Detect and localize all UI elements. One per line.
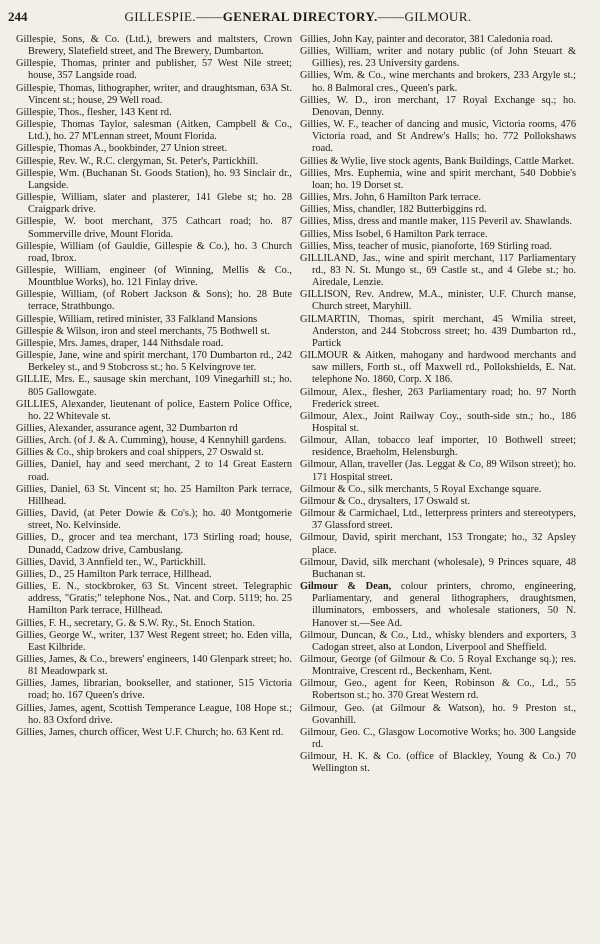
directory-entry: [16, 654, 292, 678]
directory-entry: [16, 399, 292, 423]
entry-text: Gillespie, William, (of Robert Jackson & Sons); ho. 28 Bute terrace, Strathbungo.: [16, 289, 292, 313]
directory-entry: [300, 95, 576, 119]
entry-text: Gillespie, Sons, & Co. (Ltd.), brewers and maltsters, Crown Brewery, Slatefield street, and The Brewery, Dumbarton.: [16, 34, 292, 58]
directory-entry: [300, 751, 576, 775]
directory-entry: [16, 423, 292, 435]
entry-text: Gillies & Wylie, live stock agents, Bank Buildings, Cattle Market.: [300, 155, 575, 167]
entry-text: Gillespie, Thomas Taylor, salesman (Aitken, Campbell & Co., Ltd.), ho. 27 M'Lennan street, Mount Florida.: [16, 119, 292, 143]
entry-text: Gillies, David, 3 Annfield ter., W., Partickhill.: [16, 556, 206, 568]
entry-text: Gilmour & Carmichael, Ltd., letterpress printers and stereotypers, 37 Glassford street.: [300, 508, 576, 532]
entry-text: Gillies, James, & Co., brewers' engineers, 140 Glenpark street; ho. 81 Meadowpark st.: [16, 653, 292, 678]
entry-text: Gilmour & Co., drysalters, 17 Oswald st.: [300, 495, 471, 507]
directory-entry: [300, 532, 576, 556]
entry-text: GILMOUR & Aitken, mahogany and hardwood merchants and saw millers, Forth st., off Maxwell rd., Pollokshields, E. Nat. telephone No. 1860, Corp. X 186.: [300, 350, 576, 386]
directory-entry: [16, 703, 292, 727]
entry-text: Gillies, George W., writer, 137 West Regent street; ho. Eden villa, East Kilbride.: [16, 629, 292, 653]
page-number: 244: [8, 9, 28, 24]
directory-entry: [16, 508, 292, 532]
directory-entry: [300, 630, 576, 654]
entry-text: Gillespie, Thomas, printer and publisher, 57 West Nile street; house, 357 Langside road.: [16, 58, 292, 82]
directory-entry: [16, 484, 292, 508]
directory-entry: [300, 241, 576, 253]
entry-text: Gillies, F. H., secretary, G. & S.W. Ry., St. Enoch Station.: [16, 617, 255, 629]
entry-text: Gillies, Wm. & Co., wine merchants and brokers, 233 Argyle st.; ho. 8 Balmoral cres., Queen's park.: [300, 70, 576, 94]
entry-text: Gillies, Daniel, 63 St. Vincent st; ho. 25 Hamilton Park terrace, Hillhead.: [16, 483, 292, 507]
entry-text: Gillies, David, (at Peter Dowie & Co's.); ho. 40 Montgomerie street, No. Kelvinside.: [16, 508, 292, 532]
entry-text: Gillies & Co., ship brokers and coal shippers, 27 Oswald st.: [16, 447, 264, 459]
entry-text: Gilmour, David, spirit merchant, 153 Trongate; ho., 32 Apsley place.: [300, 532, 576, 556]
directory-entry: [300, 70, 576, 94]
directory-entry: [300, 484, 576, 496]
directory-entry: [300, 216, 576, 228]
directory-entry: [16, 265, 292, 289]
entry-text: Gillespie, Thomas, lithographer, writer, and draughtsman, 63A St. Vincent st.; house, 29 Well road.: [16, 82, 292, 106]
directory-entry: [300, 557, 576, 581]
entry-text: Gillies, John Kay, painter and decorator, 381 Caledonia road.: [300, 34, 553, 45]
directory-entry: [16, 618, 292, 630]
entry-text: Gilmour, Duncan, & Co., Ltd., whisky blenders and exporters, 3 Cadogan street, also at London, Liverpool and Sheffield.: [300, 629, 576, 653]
running-head: GILLESPIE.——GENERAL DIRECTORY.——GILMOUR.: [124, 9, 472, 24]
directory-entry: [300, 46, 576, 70]
directory-entry: [300, 289, 576, 313]
entry-text: Gillies, Miss Isobel, 6 Hamilton Park terrace.: [300, 228, 488, 240]
directory-entry: [300, 581, 576, 630]
entry-text: Gillespie, Thos., flesher, 143 Kent rd.: [16, 106, 172, 118]
entry-text: Gillespie, Thomas A., bookbinder, 27 Union street.: [16, 143, 228, 155]
entry-text: colour printers, chromo, engineering, Parliamentary, and general lithographers, draughtsmen, illuminators, embossers, and wholesale stationers, 50 N. Hanover st.—See Ad.: [312, 581, 576, 629]
entry-text: Gillies, Arch. (of J. & A. Cumming), house, 4 Kennyhill gardens.: [16, 435, 287, 447]
directory-entry: [16, 569, 292, 581]
entry-text: Gillespie, Mrs. James, draper, 144 Nithsdale road.: [16, 337, 224, 349]
directory-entry: [16, 289, 292, 313]
directory-entry: [300, 387, 576, 411]
directory-entry: [300, 678, 576, 702]
directory-entry: [16, 459, 292, 483]
entry-text: Gillies, Alexander, assurance agent, 32 Dumbarton rd: [16, 423, 238, 434]
entry-text: Gilmour, Alex., Joint Railway Coy., south-side stn.; ho., 186 Hospital st.: [300, 410, 576, 434]
directory-entry: [300, 703, 576, 727]
entry-text: Gillespie, William (of Gauldie, Gillespie & Co.), ho. 3 Church road, Ibrox.: [16, 240, 292, 264]
directory-entry: [300, 459, 576, 483]
entry-text: Gilmour & Co., silk merchants, 5 Royal Exchange square.: [300, 483, 542, 495]
entry-text: Gilmour, Geo., agent for Keen, Robinson & Co., Ld., 55 Robertson st.; ho. 370 Great Western rd.: [300, 678, 576, 702]
page-header: [8, 8, 588, 26]
entry-text: Gillies, D., 25 Hamilton Park terrace, Hillhead.: [16, 568, 212, 580]
entry-text: Gillies, James, librarian, bookseller, and stationer, 515 Victoria road; ho. 167 Queen's drive.: [16, 678, 292, 702]
entry-text: GILLISON, Rev. Andrew, M.A., minister, U.F. Church manse, Church street, Maryhill.: [300, 289, 576, 313]
directory-columns: [0, 34, 600, 942]
directory-entry: [300, 508, 576, 532]
entry-text: Gillies, W. F., teacher of dancing and music, Victoria rooms, 476 Victoria road, and St Andrew's Halls; ho. 772 Pollokshaws road.: [300, 119, 576, 155]
directory-entry: [300, 204, 576, 216]
entry-text: Gilmour, Allan, traveller (Jas. Leggat & Co, 89 Wilson street); ho. 171 Hospital street.: [300, 459, 576, 483]
entry-text: Gillespie, William, slater and plasterer, 141 Glebe st; ho. 28 Craigpark drive.: [16, 192, 292, 216]
directory-entry: [300, 229, 576, 241]
entry-text: Gillies, William, writer and notary public (of John Steuart & Gillies), res. 23 University gardens.: [300, 46, 576, 70]
entry-text: Gilmour, George (of Gilmour & Co. 5 Royal Exchange sq.); res. Montraive, Crescent rd., Beckenham, Kent.: [300, 653, 576, 678]
directory-entry: [300, 192, 576, 204]
directory-entry: [16, 532, 292, 556]
directory-entry: [300, 253, 576, 289]
entry-text: GILLILAND, Jas., wine and spirit merchant, 117 Parliamentary rd., 83 N. St. Mungo st., 69 Castle st., and 4 Glebe st.; ho. Airedale, Lenzie.: [300, 252, 576, 289]
directory-entry: [300, 119, 576, 155]
entry-bold-name: Gilmour & Dean,: [300, 581, 392, 593]
directory-entry: [300, 168, 576, 192]
entry-text: GILLIES, Alexander, lieutenant of police, Eastern Police Office, ho. 22 Whitevale st.: [16, 398, 292, 422]
entry-text: Gillies, James, agent, Scottish Temperance League, 108 Hope st.; ho. 83 Oxford drive.: [16, 702, 292, 726]
directory-entry: [16, 143, 292, 155]
entry-text: Gillespie, Jane, wine and spirit merchant, 170 Dumbarton rd., 242 Berkeley st., and 9 Stobcross st.; ho. 5 Kelvingrove ter.: [16, 350, 292, 374]
directory-entry: [16, 374, 292, 398]
entry-text: Gillies, D., grocer and tea merchant, 173 Stirling road; house, Dunadd, Cadzow drive, Cambuslang.: [16, 532, 292, 556]
directory-entry: [16, 216, 292, 240]
entry-text: Gillies, James, church officer, West U.F. Church; ho. 63 Kent rd.: [16, 726, 284, 738]
directory-entry: [16, 435, 292, 447]
running-head-left: GILLESPIE.: [124, 9, 196, 24]
entry-text: Gillespie, William, retired minister, 33 Falkland Mansions: [16, 313, 258, 325]
running-head-center: GENERAL DIRECTORY.: [222, 9, 378, 24]
directory-entry: [16, 241, 292, 265]
directory-entry: [16, 557, 292, 569]
directory-entry: [16, 350, 292, 374]
directory-entry: [16, 156, 292, 168]
entry-text: Gilmour, H. K. & Co. (office of Blackley, Young & Co.) 70 Wellington st.: [300, 751, 576, 775]
directory-entry: [16, 447, 292, 459]
directory-entry: [300, 496, 576, 508]
right-column: [300, 34, 576, 776]
entry-text: Gilmour, Alex., flesher, 263 Parliamentary road; ho. 97 North Frederick street.: [300, 386, 576, 410]
entry-text: Gilmour, David, silk merchant (wholesale), 9 Princes square, 48 Buchanan st.: [300, 556, 576, 580]
directory-entry: [300, 654, 576, 678]
directory-entry: [16, 83, 292, 107]
running-head-right: GILMOUR.: [404, 9, 472, 24]
directory-entry: [16, 678, 292, 702]
entry-text: Gilmour, Allan, tobacco leaf importer, 10 Bothwell street; residence, Braeholm, Helensburgh.: [300, 435, 576, 459]
entry-text: Gillies, E. N., stockbroker, 63 St. Vincent street. Telegraphic address, "Gratis;" telephone Nos., Nat. and Corp. 5119; ho. 25 Hamilton Park terrace, Hillhead.: [16, 581, 292, 617]
directory-entry: [16, 168, 292, 192]
directory-entry: [300, 350, 576, 386]
directory-entry: [16, 107, 292, 119]
entry-text: GILLIE, Mrs. E., sausage skin merchant, 109 Vinegarhill st.; ho. 805 Gallowgate.: [16, 374, 292, 398]
directory-entry: [16, 581, 292, 617]
entry-text: Gillespie, Wm. (Buchanan St. Goods Station), ho. 93 Sinclair dr., Langside.: [16, 167, 292, 191]
directory-entry: [300, 314, 576, 350]
entry-text: Gillies, Miss, teacher of music, pianoforte, 169 Stirling road.: [300, 240, 552, 252]
directory-entry: [16, 192, 292, 216]
directory-entry: [300, 34, 576, 46]
entry-text: Gillies, Daniel, hay and seed merchant, 2 to 14 Great Eastern road.: [16, 459, 292, 483]
entry-text: Gillies, Miss, chandler, 182 Butterbiggins rd.: [300, 204, 487, 216]
directory-entry: [300, 727, 576, 751]
directory-entry: [16, 314, 292, 326]
entry-text: Gillies, W. D., iron merchant, 17 Royal Exchange sq.; ho. Denovan, Denny.: [300, 94, 576, 118]
entry-text: Gillies, Mrs. Euphemia, wine and spirit merchant, 540 Dobbie's loan; ho. 19 Dorset st.: [300, 167, 576, 191]
entry-text: Gillespie, William, engineer (of Winning, Mellis & Co., Mountblue Works), ho. 121 Finlay drive.: [16, 264, 292, 289]
entry-text: Gilmour, Geo. C., Glasgow Locomotive Works; ho. 300 Langside rd.: [300, 726, 576, 751]
directory-entry: [16, 119, 292, 143]
directory-entry: [300, 411, 576, 435]
directory-entry: [16, 58, 292, 82]
entry-text: Gillespie & Wilson, iron and steel merchants, 75 Bothwell st.: [16, 325, 270, 337]
entry-text: Gillies, Mrs. John, 6 Hamilton Park terrace.: [300, 192, 481, 204]
directory-entry: [16, 727, 292, 739]
directory-entry: [300, 156, 576, 168]
entry-text: Gillespie, Rev. W., R.C. clergyman, St. Peter's, Partickhill.: [16, 155, 259, 167]
entry-text: GILMARTIN, Thomas, spirit merchant, 45 Wmilia street, Anderston, and 244 Stobcross street; ho. 439 Dumbarton rd., Partick: [300, 313, 576, 349]
left-column: [16, 34, 292, 739]
entry-text: Gillespie, W. boot merchant, 375 Cathcart road; ho. 87 Sommerville drive, Mount Florida.: [16, 216, 292, 240]
directory-entry: [16, 34, 292, 58]
entry-text: Gilmour, Geo. (at Gilmour & Watson), ho. 9 Preston st., Govanhill.: [300, 702, 576, 726]
directory-entry: [300, 435, 576, 459]
directory-entry: [16, 338, 292, 350]
directory-entry: [16, 326, 292, 338]
directory-entry: [16, 630, 292, 654]
entry-text: Gillies, Miss, dress and mantle maker, 115 Peveril av. Shawlands.: [300, 216, 573, 228]
